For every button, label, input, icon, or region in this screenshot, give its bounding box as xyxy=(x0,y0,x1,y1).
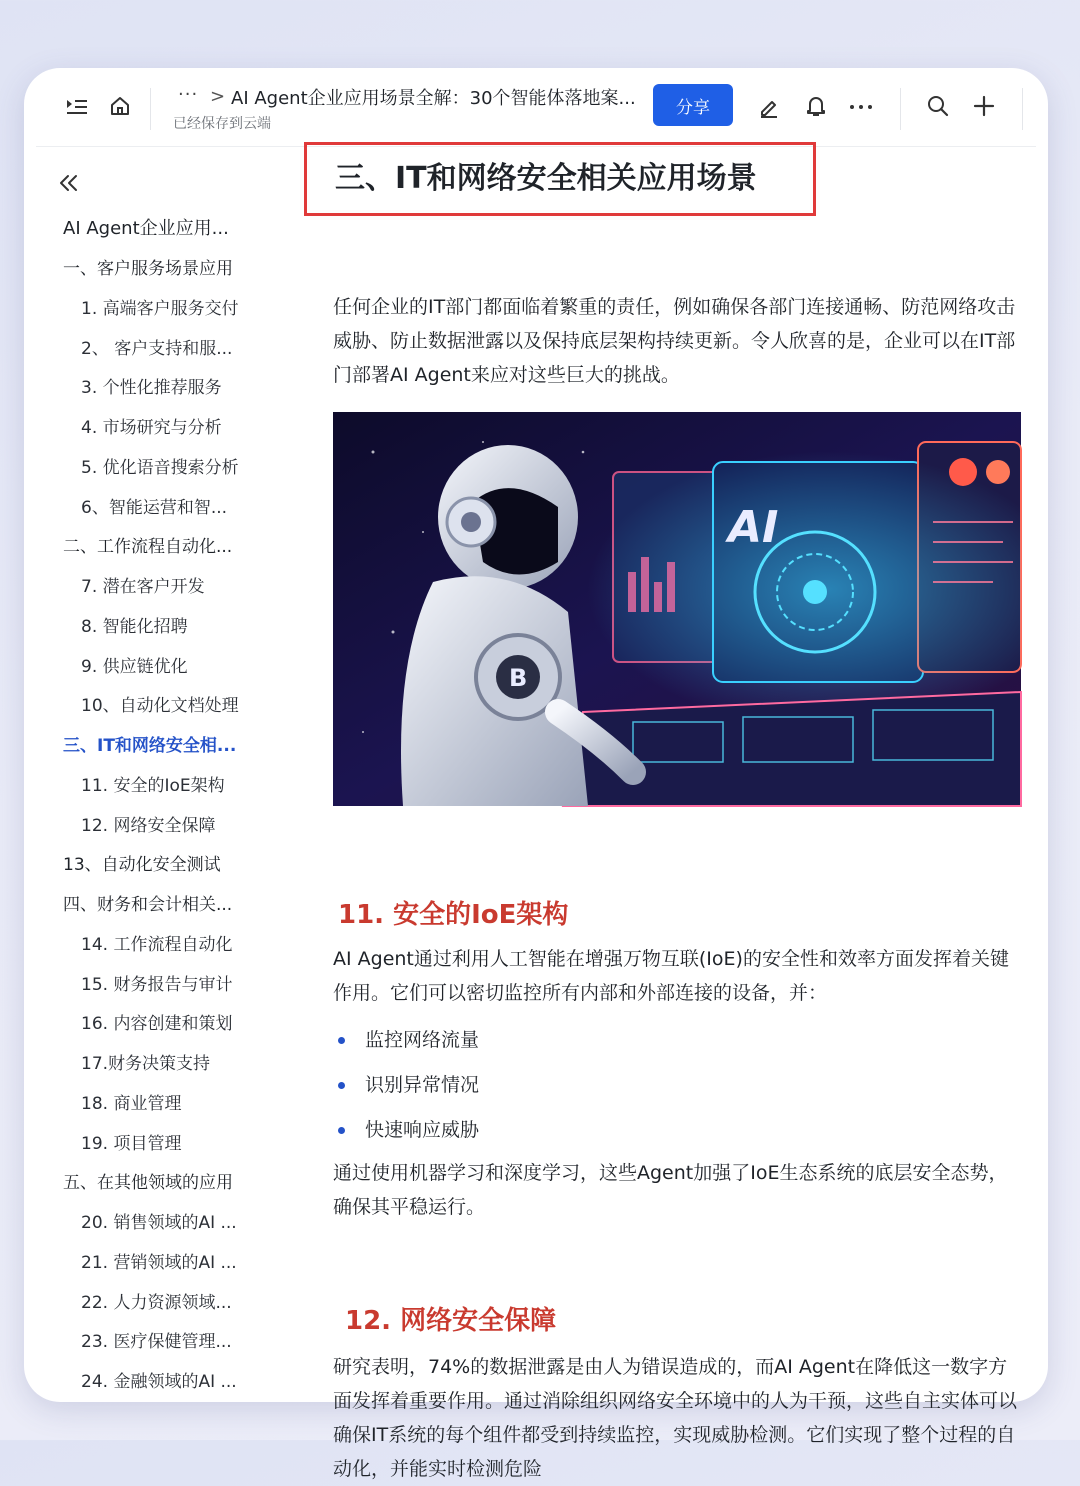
toc-item[interactable]: 20. 销售领域的AI ... xyxy=(81,1213,237,1233)
toc-item[interactable]: 19. 项目管理 xyxy=(81,1133,182,1154)
toc-item[interactable]: 三、IT和网络安全相... xyxy=(63,736,237,756)
toc-item[interactable]: 15. 财务报告与审计 xyxy=(81,974,233,995)
hero-image xyxy=(333,412,1021,806)
document-window xyxy=(24,68,1048,1480)
toc-item[interactable]: 17.财务决策支持 xyxy=(81,1054,211,1074)
toolbar-divider xyxy=(900,88,901,130)
hero-image-text: AI xyxy=(728,502,779,553)
toc-item[interactable]: 18. 商业管理 xyxy=(81,1093,182,1114)
toc-item[interactable]: 6、智能运营和智... xyxy=(81,497,228,518)
section-heading: 三、IT和网络安全相关应用场景 xyxy=(304,142,816,216)
network-security-paragraph: 研究表明，74%的数据泄露是由人为错误造成的，而AI Agent在降低这一数字方面发挥着重要作用。通过消除组织网络安全环境中的人为干预，这些自主实体可以确保IT系统的每个组件都受到持续监控，实现威胁检测。它们实现了整个过程的自动化，并能实时检测危险 xyxy=(333,1356,1018,1480)
ioe-paragraph: AI Agent通过利用人工智能在增强万物互联(IoE)的安全性和效率方面发挥着关键作用。它们可以密切监控所有内部和外部连接的设备，并： xyxy=(333,948,1009,1004)
ioe-bullet-list xyxy=(333,1023,479,1158)
bell-icon[interactable] xyxy=(802,92,830,120)
toc-item[interactable]: 12. 网络安全保障 xyxy=(81,815,216,836)
toc-item[interactable]: 五、在其他领域的应用 xyxy=(63,1173,233,1194)
outline-toggle-icon[interactable] xyxy=(64,94,90,120)
share-button[interactable]: 分享 xyxy=(653,84,733,126)
more-icon[interactable] xyxy=(846,94,876,120)
breadcrumb-chevron-icon: > xyxy=(210,86,226,107)
svg-text:B: B xyxy=(509,664,528,692)
toc-item[interactable]: 21. 营销领域的AI ... xyxy=(81,1252,237,1273)
home-icon[interactable] xyxy=(106,92,134,120)
intro-paragraph: 任何企业的IT部门都面临着繁重的责任，例如确保各部门连接通畅、防范网络攻击威胁、防止数据泄露以及保持底层架构持续更新。令人欣喜的是，企业可以在IT部门部署AI Agent来应对这些巨大的挑战。 xyxy=(333,296,1016,386)
search-icon[interactable] xyxy=(924,92,952,120)
table-of-contents xyxy=(24,254,284,1407)
toc-item[interactable]: 3. 个性化推荐服务 xyxy=(81,378,222,399)
toc-item[interactable]: 二、工作流程自动化... xyxy=(63,537,233,558)
toc-item[interactable]: 4. 市场研究与分析 xyxy=(81,418,222,438)
toc-item[interactable]: 11. 安全的IoE架构 xyxy=(81,775,225,796)
toc-item[interactable]: 24. 金融领域的AI ... xyxy=(81,1372,237,1392)
subsection-heading-network-security: 12. 网络安全保障 xyxy=(345,1306,557,1336)
toolbar-divider xyxy=(1022,88,1023,130)
plus-icon[interactable] xyxy=(970,92,998,120)
toc-item[interactable]: 8. 智能化招聘 xyxy=(81,616,188,637)
toc-document-title[interactable]: AI Agent企业应用... xyxy=(63,218,229,239)
bullet-item: 识别异常情况 xyxy=(333,1068,479,1113)
breadcrumb-more[interactable]: ··· xyxy=(178,84,199,105)
toc-item[interactable]: 1. 高端客户服务交付 xyxy=(81,298,239,319)
save-status: 已经保存到云端 xyxy=(173,116,271,132)
document-title[interactable]: AI Agent企业应用场景全解：30个智能体落地案... xyxy=(231,88,636,109)
toc-item[interactable]: 16. 内容创建和策划 xyxy=(81,1014,233,1035)
double-chevron-left-icon[interactable] xyxy=(58,172,80,198)
toc-item[interactable]: 2、 客户支持和服... xyxy=(81,338,233,359)
toc-item[interactable]: 7. 潜在客户开发 xyxy=(81,577,205,597)
toolbar-divider xyxy=(150,88,151,130)
top-toolbar xyxy=(24,68,1048,148)
toc-item[interactable]: 9. 供应链优化 xyxy=(81,656,188,677)
subsection-heading-ioe: 11. 安全的IoE架构 xyxy=(338,900,569,930)
bullet-item: 监控网络流量 xyxy=(333,1023,479,1068)
toc-item[interactable]: 一、客户服务场景应用 xyxy=(63,259,233,279)
edit-icon[interactable] xyxy=(756,94,782,120)
toc-item[interactable]: 14. 工作流程自动化 xyxy=(81,934,233,955)
toc-item[interactable]: 23. 医疗保健管理... xyxy=(81,1332,232,1353)
toc-item[interactable]: 四、财务和会计相关... xyxy=(63,895,233,915)
ioe-paragraph-2: 通过使用机器学习和深度学习，这些Agent加强了IoE生态系统的底层安全态势，确保其平稳运行。 xyxy=(333,1162,1008,1218)
bullet-item: 快速响应威胁 xyxy=(333,1113,479,1158)
toc-item[interactable]: 5. 优化语音搜索分析 xyxy=(81,457,239,478)
toc-item[interactable]: 13、自动化安全测试 xyxy=(63,855,221,876)
toc-item[interactable]: 22. 人力资源领域... xyxy=(81,1292,232,1313)
toc-item[interactable]: 10、自动化文档处理 xyxy=(81,696,239,717)
